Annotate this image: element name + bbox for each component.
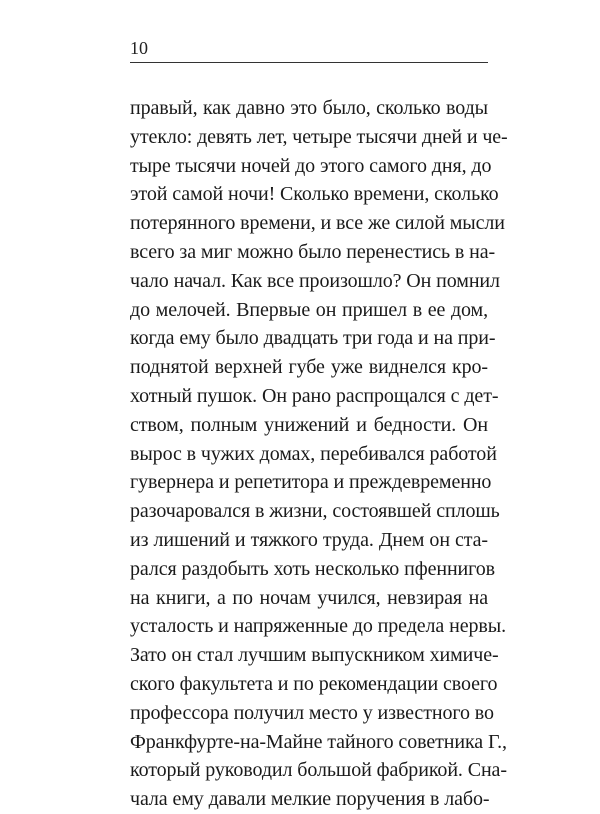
text-line: который руководил большой фабрикой. Сна- (130, 759, 507, 782)
text-line: вырос в чужих домах, перебивался работой (130, 442, 497, 465)
text-line: гувернера и репетитора и преждевременно (130, 471, 492, 494)
text-line: профессора получил место у известного во (130, 701, 494, 724)
text-line: ством, полным унижений и бедности. Он (130, 413, 488, 436)
text-line: разочаровался в жизни, состоявшей сплошь (130, 500, 500, 523)
text-line: до мелочей. Впервые он пришел в ее дом, (130, 298, 488, 321)
text-line: Зато он стал лучшим выпускником химиче- (130, 644, 499, 667)
text-line: Франкфурте-на-Майне тайного советника Г., (130, 730, 507, 753)
text-line: когда ему было двадцать три года и на при- (130, 327, 496, 350)
text-line: утекло: девять лет, четыре тысячи дней и че- (130, 125, 508, 148)
text-line: потерянного времени, и все же силой мысли (130, 212, 505, 235)
text-line: тыре тысячи ночей до этого самого дня, до (130, 154, 492, 177)
page-number: 10 (130, 38, 148, 58)
text-line: поднятой верхней губе уже виднелся кро- (130, 356, 488, 379)
text-line: ского факультета и по рекомендации своего (130, 672, 498, 695)
text-line: хотный пушок. Он рано распрощался с дет- (130, 384, 499, 407)
text-line: на книги, а по ночам учился, невзирая на (130, 586, 488, 609)
text-line: чало начал. Как все произошло? Он помнил (130, 269, 500, 292)
text-line: правый, как давно это было, сколько воды (130, 97, 488, 119)
text-line: этой самой ночи! Сколько времени, сколько (130, 183, 499, 206)
text-line: из лишений и тяжкого труда. Днем он ста- (130, 528, 488, 551)
text-line: всего за миг можно было перенестись в на- (130, 240, 496, 263)
page-header (130, 36, 488, 63)
text-line: усталость и напряженные до предела нервы. (130, 615, 506, 638)
body-text (130, 94, 508, 814)
text-line: чала ему давали мелкие поручения в лабо- (130, 788, 490, 811)
text-line: рался раздобыть хоть несколько пфеннигов (130, 557, 496, 580)
